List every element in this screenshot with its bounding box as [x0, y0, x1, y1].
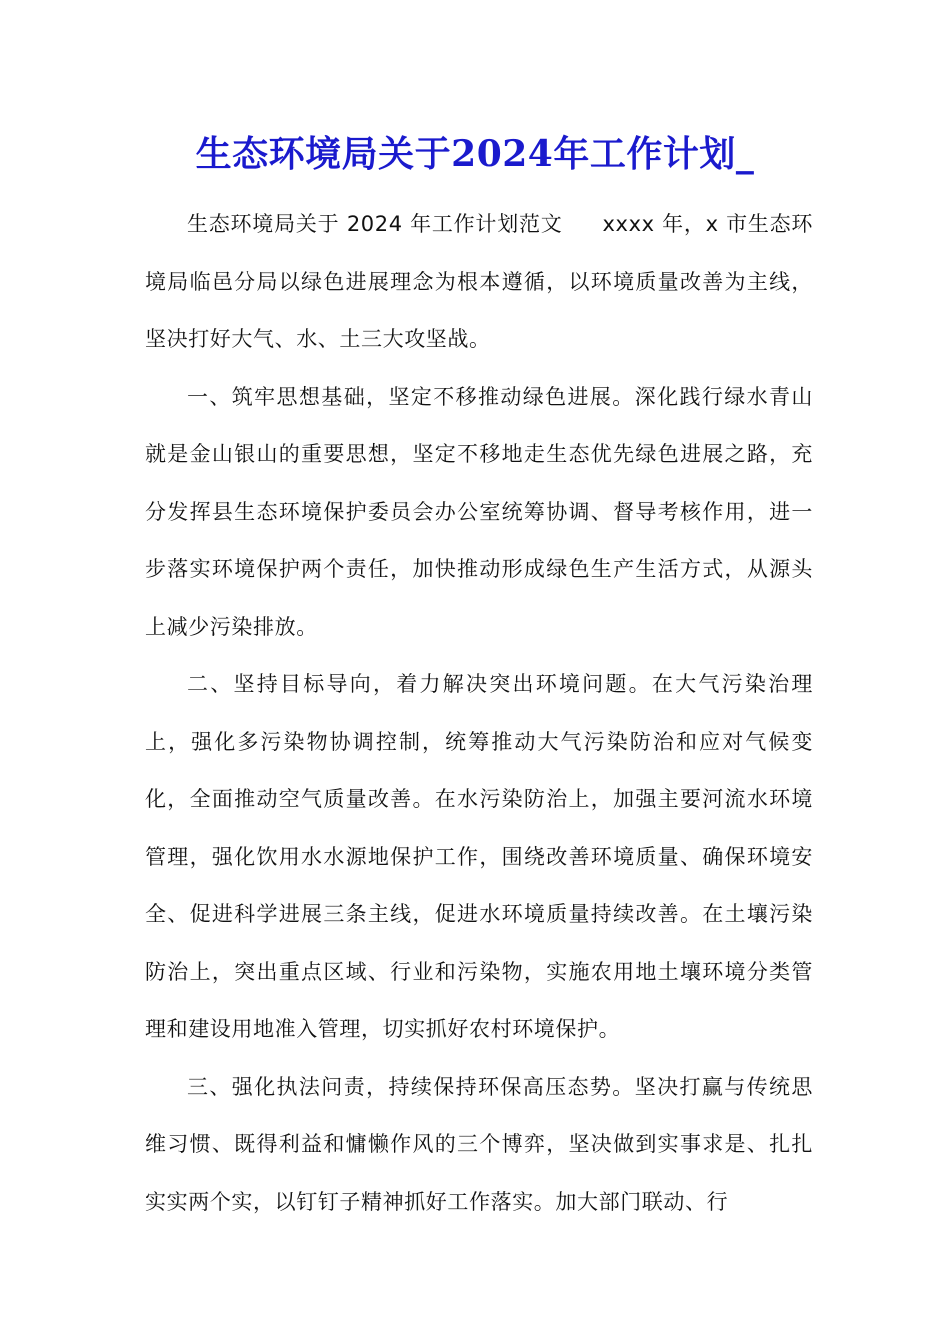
paragraph-1: 一、筑牢思想基础，坚定不移推动绿色进展。深化践行绿水青山就是金山银山的重要思想，坚定不移地走生态优先绿色进展之路，充分发挥县生态环境保护委员会办公室统筹协调、督导考核作用，进一步落实环境保护两个责任，加快推动形成绿色生产生活方式，从源头上减少污染排放。 [145, 384, 813, 639]
paragraph-2: 二、坚持目标导向，着力解决突出环境问题。在大气污染治理上，强化多污染物协调控制，统筹推动大气污染防治和应对气候变化，全面推动空气质量改善。在水污染防治上，加强主要河流水环境管理，强化饮用水水源地保护工作，围绕改善环境质量、确保环境安全、促进科学进展三条主线，促进水环境质量持续改善。在土壤污染防治上，突出重点区域、行业和污染物，实施农用地土壤环境分类管理和建设用地准入管理，切实抓好农村环境保护。 [145, 672, 813, 1041]
document-title: 生态环境局关于2024年工作计划_ [195, 133, 755, 175]
intro-text: xxxx 年，x 市生态环境局临邑分局以绿色进展理念为根本遵循，以环境质量改善为主线，坚决打好大气、水、土三大攻坚战。 [145, 212, 813, 351]
paragraph-3: 三、强化执法问责，持续保持环保高压态势。坚决打赢与传统思维习惯、既得利益和慵懒作风的三个博弈，坚决做到实事求是、扎扎实实两个实，以钉钉子精神抓好工作落实。加大部门联动、行 [145, 1074, 813, 1214]
intro-heading: 生态环境局关于 2024 年工作计划范文 [187, 212, 563, 236]
document-body [145, 196, 813, 1231]
intro-paragraph [145, 196, 813, 369]
